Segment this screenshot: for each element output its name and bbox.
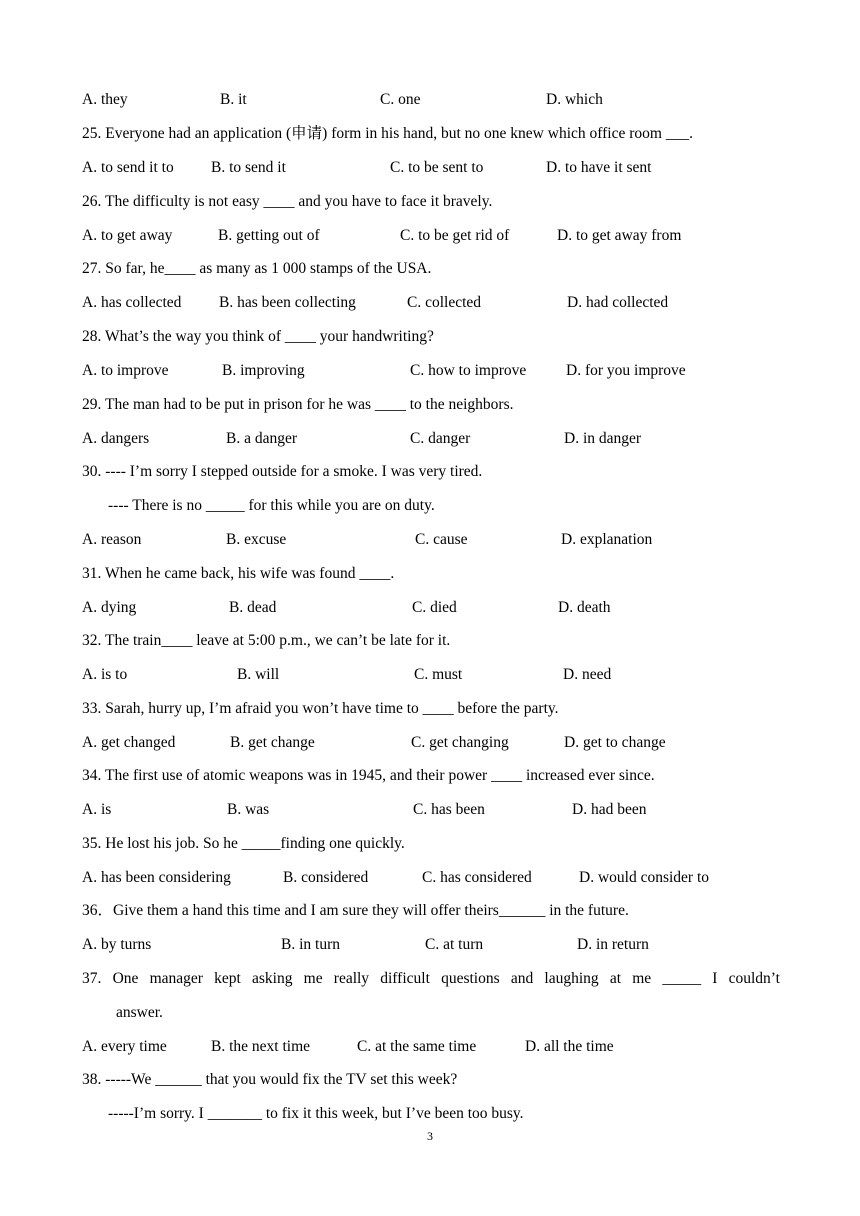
q32-option-c: C. must (414, 666, 463, 683)
q27-option-c: C. collected (407, 294, 482, 311)
option-a: A. they (82, 91, 128, 108)
q34-option-d: D. had been (572, 801, 647, 818)
q26-option-c: C. to be get rid of (400, 227, 510, 244)
question-30-stem: 30. ---- I’m sorry I stepped outside for a smoke. I was very tired. (82, 463, 483, 480)
q36-option-a: A. by turns (82, 936, 152, 953)
q32-option-b: B. will (237, 666, 280, 683)
q26-option-b: B. getting out of (218, 227, 320, 244)
q31-option-c: C. died (412, 599, 457, 616)
question-27-stem: 27. So far, he____ as many as 1 000 stamps of the USA. (82, 260, 432, 277)
question-32-stem: 32. The train____ leave at 5:00 p.m., we can’t be late for it. (82, 632, 451, 649)
q31-option-d: D. death (558, 599, 611, 616)
q32-option-d: D. need (563, 666, 612, 683)
q36-option-d: D. in return (577, 936, 649, 953)
q33-option-b: B. get change (230, 734, 315, 751)
q30-option-d: D. explanation (561, 531, 653, 548)
q25-option-b: B. to send it (211, 159, 286, 176)
q26-option-d: D. to get away from (557, 227, 682, 244)
question-37-stem: 37. One manager kept asking me really difficult questions and laughing at me _____ I couldn’t (82, 970, 780, 987)
q33-option-d: D. get to change (564, 734, 666, 751)
question-30-reply: ---- There is no _____ for this while you are on duty. (108, 497, 435, 514)
q28-option-c: C. how to improve (410, 362, 527, 379)
q33-option-c: C. get changing (411, 734, 509, 751)
q27-option-a: A. has collected (82, 294, 182, 311)
question-25-stem: 25. Everyone had an application (申请) form in his hand, but no one knew which office room ___. (82, 125, 693, 142)
q37-option-c: C. at the same time (357, 1038, 477, 1055)
q37-option-a: A. every time (82, 1038, 167, 1055)
question-36-stem: 36．Give them a hand this time and I am sure they will offer theirs______ in the future. (82, 902, 629, 919)
q35-option-a: A. has been considering (82, 869, 231, 886)
question-38-stem: 38. -----We ______ that you would fix the TV set this week? (82, 1071, 458, 1088)
question-37-stem-continued: answer. (116, 1004, 163, 1021)
q29-option-c: C. danger (410, 430, 471, 447)
q34-option-a: A. is (82, 801, 112, 818)
q28-option-b: B. improving (222, 362, 305, 379)
q37-option-b: B. the next time (211, 1038, 311, 1055)
q30-option-b: B. excuse (226, 531, 287, 548)
q29-option-a: A. dangers (82, 430, 150, 447)
question-35-stem: 35. He lost his job. So he _____finding one quickly. (82, 835, 405, 852)
question-33-stem: 33. Sarah, hurry up, I’m afraid you won’t have time to ____ before the party. (82, 700, 559, 717)
q28-option-a: A. to improve (82, 362, 169, 379)
q34-option-b: B. was (227, 801, 270, 818)
q26-option-a: A. to get away (82, 227, 173, 244)
q25-option-d: D. to have it sent (546, 159, 652, 176)
q25-option-c: C. to be sent to (390, 159, 484, 176)
q27-option-d: D. had collected (567, 294, 669, 311)
q37-option-d: D. all the time (525, 1038, 614, 1055)
q35-option-c: C. has considered (422, 869, 532, 886)
page-number: 3 (427, 1129, 433, 1143)
question-31-stem: 31. When he came back, his wife was found ____. (82, 565, 395, 582)
option-c: C. one (380, 91, 421, 108)
question-26-stem: 26. The difficulty is not easy ____ and you have to face it bravely. (82, 193, 493, 210)
question-34-stem: 34. The first use of atomic weapons was in 1945, and their power ____ increased ever since. (82, 767, 655, 784)
q36-option-c: C. at turn (425, 936, 484, 953)
q35-option-d: D. would consider to (579, 869, 710, 886)
option-b: B. it (220, 91, 247, 108)
q25-option-a: A. to send it to (82, 159, 174, 176)
q29-option-d: D. in danger (564, 430, 642, 447)
q31-option-a: A. dying (82, 599, 137, 616)
q31-option-b: B. dead (229, 599, 277, 616)
q34-option-c: C. has been (413, 801, 485, 818)
q32-option-a: A. is to (82, 666, 128, 683)
q30-option-a: A. reason (82, 531, 142, 548)
q28-option-d: D. for you improve (566, 362, 686, 379)
q36-option-b: B. in turn (281, 936, 340, 953)
question-29-stem: 29. The man had to be put in prison for he was ____ to the neighbors. (82, 396, 514, 413)
question-28-stem: 28. What’s the way you think of ____ your handwriting? (82, 328, 434, 345)
question-38-reply: -----I’m sorry. I _______ to fix it this week, but I’ve been too busy. (108, 1105, 524, 1122)
q30-option-c: C. cause (415, 531, 468, 548)
q35-option-b: B. considered (283, 869, 369, 886)
q27-option-b: B. has been collecting (219, 294, 356, 311)
q29-option-b: B. a danger (226, 430, 298, 447)
q33-option-a: A. get changed (82, 734, 176, 751)
option-d: D. which (546, 91, 603, 108)
